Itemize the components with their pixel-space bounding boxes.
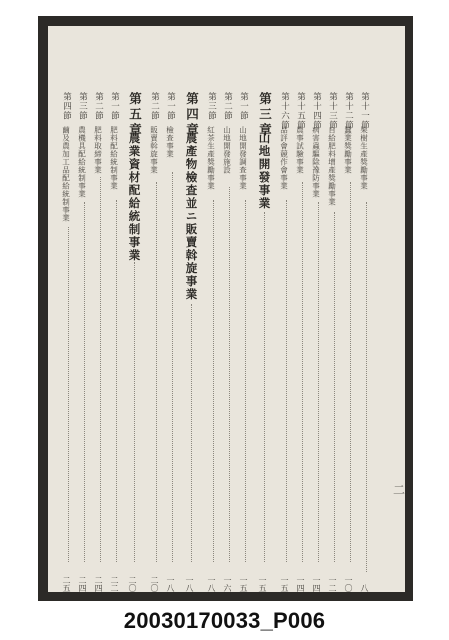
toc-entry [344, 92, 358, 592]
dot-leader [191, 304, 192, 562]
dot-leader [350, 182, 351, 562]
section-title: 肥料配給統制事業 [109, 126, 119, 190]
section-label: 第十三節 [327, 92, 338, 130]
section-label: 第三節 [206, 92, 217, 121]
table-of-contents [48, 26, 405, 592]
section-label: 第一節 [238, 92, 249, 121]
toc-entry [328, 92, 342, 592]
toc-entry [223, 92, 237, 592]
page-number: 二四 [78, 576, 87, 592]
toc-entry [166, 92, 180, 592]
section-title: 自給肥料增產獎勵事業 [327, 126, 337, 206]
page-number: 一五 [280, 576, 289, 592]
page-number: 一四 [296, 576, 305, 592]
page-number: 一八 [185, 576, 194, 592]
chapter-label: 第五章 [127, 92, 143, 139]
section-label: 第二節 [149, 92, 160, 121]
dot-leader [116, 200, 117, 562]
page-number: 一八 [207, 576, 216, 592]
toc-chapter [128, 92, 142, 592]
section-label: 第十四節 [311, 92, 322, 130]
toc-chapter [185, 92, 199, 592]
section-label: 第四節 [61, 92, 72, 121]
toc-entry [239, 92, 253, 592]
page-number: 二五 [62, 576, 71, 592]
section-label: 第十五節 [295, 92, 306, 130]
section-title: 山地開發施設 [222, 126, 232, 174]
chapter-title: 農產物檢查並ニ販賣斡旋事業 [184, 132, 199, 301]
section-title: 果樹生產獎勵事業 [359, 126, 369, 190]
section-title: 農事試驗事業 [295, 126, 305, 174]
page-number: 二〇 [128, 576, 137, 592]
page-number: 八 [360, 584, 369, 592]
page-number: 一五 [239, 576, 248, 592]
toc-entry [94, 92, 108, 592]
dot-leader [366, 202, 367, 572]
section-label: 第一節 [109, 92, 120, 121]
dot-leader [68, 227, 69, 562]
toc-entry [62, 92, 76, 592]
dot-leader [245, 200, 246, 562]
chapter-label: 第四章 [184, 92, 200, 139]
chapter-label: 第三章 [257, 92, 273, 139]
section-title: 檢查事業 [165, 126, 175, 158]
page-number: 二二 [110, 576, 119, 592]
page-number: 一四 [312, 576, 321, 592]
dot-leader [84, 202, 85, 562]
section-label: 第二節 [93, 92, 104, 121]
section-label: 第十六節 [279, 92, 290, 130]
toc-entry [150, 92, 164, 592]
section-label: 第三節 [77, 92, 88, 121]
section-title: 蠶業獎勵事業 [343, 126, 353, 174]
dot-leader [302, 182, 303, 562]
dot-leader [172, 172, 173, 562]
dot-leader [334, 212, 335, 562]
section-title: 品評會競作會事業 [279, 126, 289, 190]
dot-leader [318, 202, 319, 562]
chapter-title: 農業資材配給統制事業 [127, 132, 142, 262]
toc-entry [296, 92, 310, 592]
dot-leader [229, 187, 230, 562]
page-number: 二四 [94, 576, 103, 592]
section-label: 第二節 [222, 92, 233, 121]
archive-id-caption: 20030170033_P006 [123, 608, 326, 633]
section-title: 病害蟲驅除豫防事業 [311, 126, 321, 198]
dot-leader [100, 177, 101, 562]
dot-leader [156, 182, 157, 562]
page-number: 一八 [166, 576, 175, 592]
page-folio: 二 [393, 483, 406, 497]
page-number: 一二 [328, 576, 337, 592]
dot-leader [134, 262, 135, 562]
section-label: 第十一節 [359, 92, 370, 130]
toc-entry [280, 92, 294, 592]
section-title: 農機具配給統制事業 [77, 126, 87, 198]
section-title: 紅茶生產獎勵事業 [206, 126, 216, 190]
dot-leader [286, 200, 287, 562]
section-title: 繭及農加工品配給統制事業 [61, 126, 71, 222]
chapter-title: 山地開發事業 [257, 132, 272, 210]
toc-entry [312, 92, 326, 592]
section-title: 肥料取締事業 [93, 126, 103, 174]
toc-entry [110, 92, 124, 592]
section-title: 山地開發調查事業 [238, 126, 248, 190]
page-number: 一五 [258, 576, 267, 592]
dot-leader [213, 200, 214, 562]
section-label: 第一節 [165, 92, 176, 121]
toc-entry [207, 92, 221, 592]
toc-chapter [258, 92, 272, 592]
toc-entry [360, 92, 374, 592]
page-number: 一六 [223, 576, 232, 592]
page-number: 二〇 [150, 576, 159, 592]
page-number: 一〇 [344, 576, 353, 592]
dot-leader [264, 212, 265, 562]
section-title: 販賣斡旋事業 [149, 126, 159, 174]
section-label: 第十二節 [343, 92, 354, 130]
toc-entry [78, 92, 92, 592]
